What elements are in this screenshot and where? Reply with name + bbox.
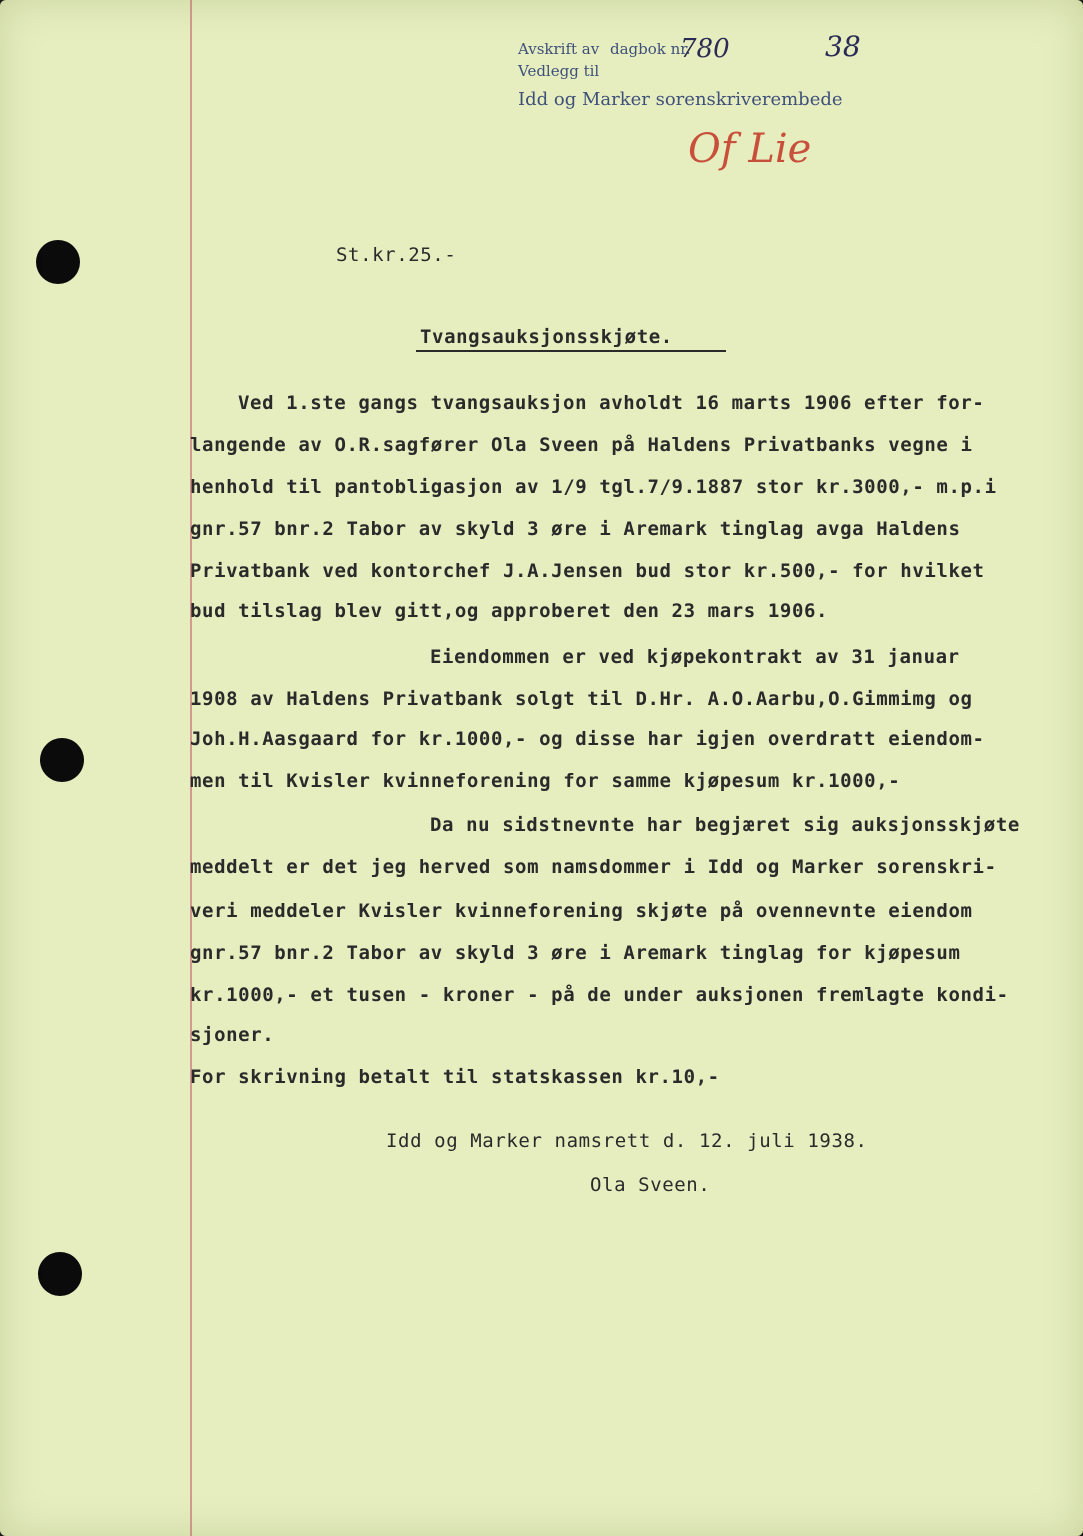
- body-line: henhold til pantobligasjon av 1/9 tgl.7/9.1887 stor kr.3000,- m.p.i: [190, 476, 997, 498]
- body-line: men til Kvisler kvinneforening for samme kjøpesum kr.1000,-: [190, 770, 901, 792]
- body-line: kr.1000,- et tusen - kroner - på de under auksjonen fremlagte kondi-: [190, 984, 1009, 1006]
- handwritten-initials: Of Lie: [688, 126, 812, 172]
- stamp-avskrift: [518, 40, 691, 58]
- stamp-dagbok-label: dagbok nr.: [610, 40, 691, 58]
- body-line: meddelt er det jeg herved som namsdommer i Idd og Marker sorenskri-: [190, 856, 997, 878]
- body-line: Ved 1.ste gangs tvangsauksjon avholdt 16 marts 1906 efter for-: [238, 392, 985, 414]
- body-line: veri meddeler Kvisler kvinneforening skjøte på ovennevnte eiendom: [190, 900, 973, 922]
- stamp-vedlegg: Vedlegg til: [518, 62, 600, 80]
- place-date: Idd og Marker namsrett d. 12. juli 1938.: [386, 1130, 868, 1152]
- handwritten-year: 38: [825, 30, 861, 63]
- body-line: For skrivning betalt til statskassen kr.10,-: [190, 1066, 720, 1088]
- fee-line: St.kr.25.-: [336, 244, 457, 266]
- body-line: langende av O.R.sagfører Ola Sveen på Haldens Privatbanks vegne i: [190, 434, 973, 456]
- body-line: 1908 av Haldens Privatbank solgt til D.Hr. A.O.Aarbu,O.Gimmimg og: [190, 688, 973, 710]
- title-underline: [416, 350, 726, 352]
- punch-hole-top: [36, 240, 80, 284]
- body-line: bud tilslag blev gitt,og approberet den 23 mars 1906.: [190, 600, 829, 622]
- body-line: gnr.57 bnr.2 Tabor av skyld 3 øre i Aremark tinglag avga Haldens: [190, 518, 961, 540]
- signature: Ola Sveen.: [590, 1174, 711, 1196]
- stamp-avskrift-label: Avskrift av: [518, 40, 600, 58]
- body-line: gnr.57 bnr.2 Tabor av skyld 3 øre i Aremark tinglag for kjøpesum: [190, 942, 961, 964]
- stamp-office: Idd og Marker sorenskriverembede: [518, 89, 843, 110]
- body-line: Eiendommen er ved kjøpekontrakt av 31 januar: [430, 646, 960, 668]
- body-line: Da nu sidstnevnte har begjæret sig auksjonsskjøte: [430, 814, 1020, 836]
- margin-line: [190, 0, 192, 1536]
- handwritten-dagbok-number: 780: [680, 34, 730, 64]
- document-title: Tvangsauksjonsskjøte.: [420, 326, 673, 348]
- body-line: Privatbank ved kontorchef J.A.Jensen bud stor kr.500,- for hvilket: [190, 560, 985, 582]
- body-line: sjoner.: [190, 1024, 275, 1046]
- punch-hole-middle: [40, 738, 84, 782]
- body-line: Joh.H.Aasgaard for kr.1000,- og disse har igjen overdratt eiendom-: [190, 728, 985, 750]
- punch-hole-bottom: [38, 1252, 82, 1296]
